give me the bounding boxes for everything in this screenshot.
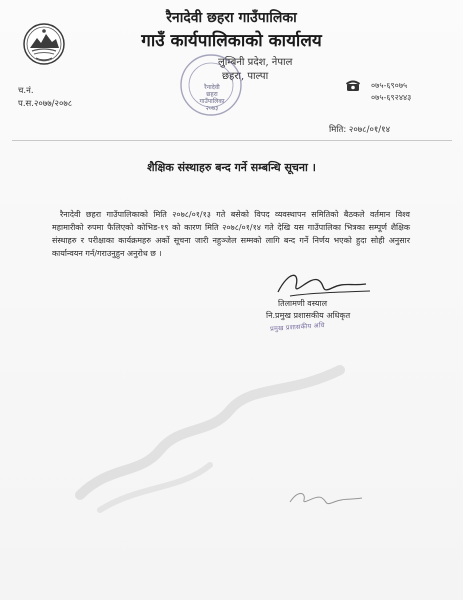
notice-body: रैनादेवी छहरा गाउँपालिकाको मिति २०७८/०१/१३ गते बसेको विपद व्यवस्थापन समितिको बैठकले वर्तमान विश्व महामारीको रुपमा फैलिएको कोभिड-१९ को कारण मिति २०७८/०१/१४ गते देखि यस गाउँपालिका भित्रका सम्पूर्ण शैक्षिक संस्थाहरु र परीक्षाका कार्यक्रमहरु अर्को सूचना जारी नहुञ्जेल सम्मको लागि बन्द गर्ने निर्णय भएको हुदा सोही अनुसार कार्यान्वयन गर्न/गराउनुहुन अनुरोध छ । xyxy=(52,210,410,258)
notice-subject: शैक्षिक संस्थाहरु बन्द गर्ने सम्बन्धि सूचना । xyxy=(147,161,316,174)
signatory-name: तिलामणी वस्याल xyxy=(278,299,328,308)
seal-line-1: रैनादेवी xyxy=(204,84,220,91)
signatory-title: नि.प्रमुख प्रशासकीय अधिकृत xyxy=(266,311,351,320)
header-divider xyxy=(12,140,452,141)
seal-line-2: छहरा xyxy=(206,91,218,98)
seal-line-3: गाउँपालिका xyxy=(199,98,225,105)
signature-mark xyxy=(270,266,380,302)
official-stamp: प्रमुख प्रशासकीय अधि xyxy=(269,321,325,333)
letter-date: मिति: २०७८/०१/१४ xyxy=(329,125,390,135)
fiscal-year: प.स.२०७७/२०७८ xyxy=(18,99,73,109)
reference-block xyxy=(18,85,72,111)
faint-signature-mark xyxy=(286,486,366,510)
seal-line-4: २०७३ xyxy=(205,105,219,112)
telephone-icon xyxy=(346,80,360,92)
district-address: छहरा, पाल्पा xyxy=(222,71,269,82)
province-address: लुम्बिनी प्रदेश, नेपाल xyxy=(218,57,293,68)
phone-number-1: ०७५-६९०७५ xyxy=(371,81,408,90)
office-name: गाउँ कार्यपालिकाको कार्यालय xyxy=(141,31,322,51)
seal-text xyxy=(190,84,234,112)
reference-number-label: च.नं. xyxy=(18,86,34,96)
phone-number-2: ०७५-६९२४४३ xyxy=(371,93,412,102)
phone-numbers xyxy=(371,80,411,104)
municipality-name: रैनादेवी छहरा गाउँपालिका xyxy=(166,10,297,26)
